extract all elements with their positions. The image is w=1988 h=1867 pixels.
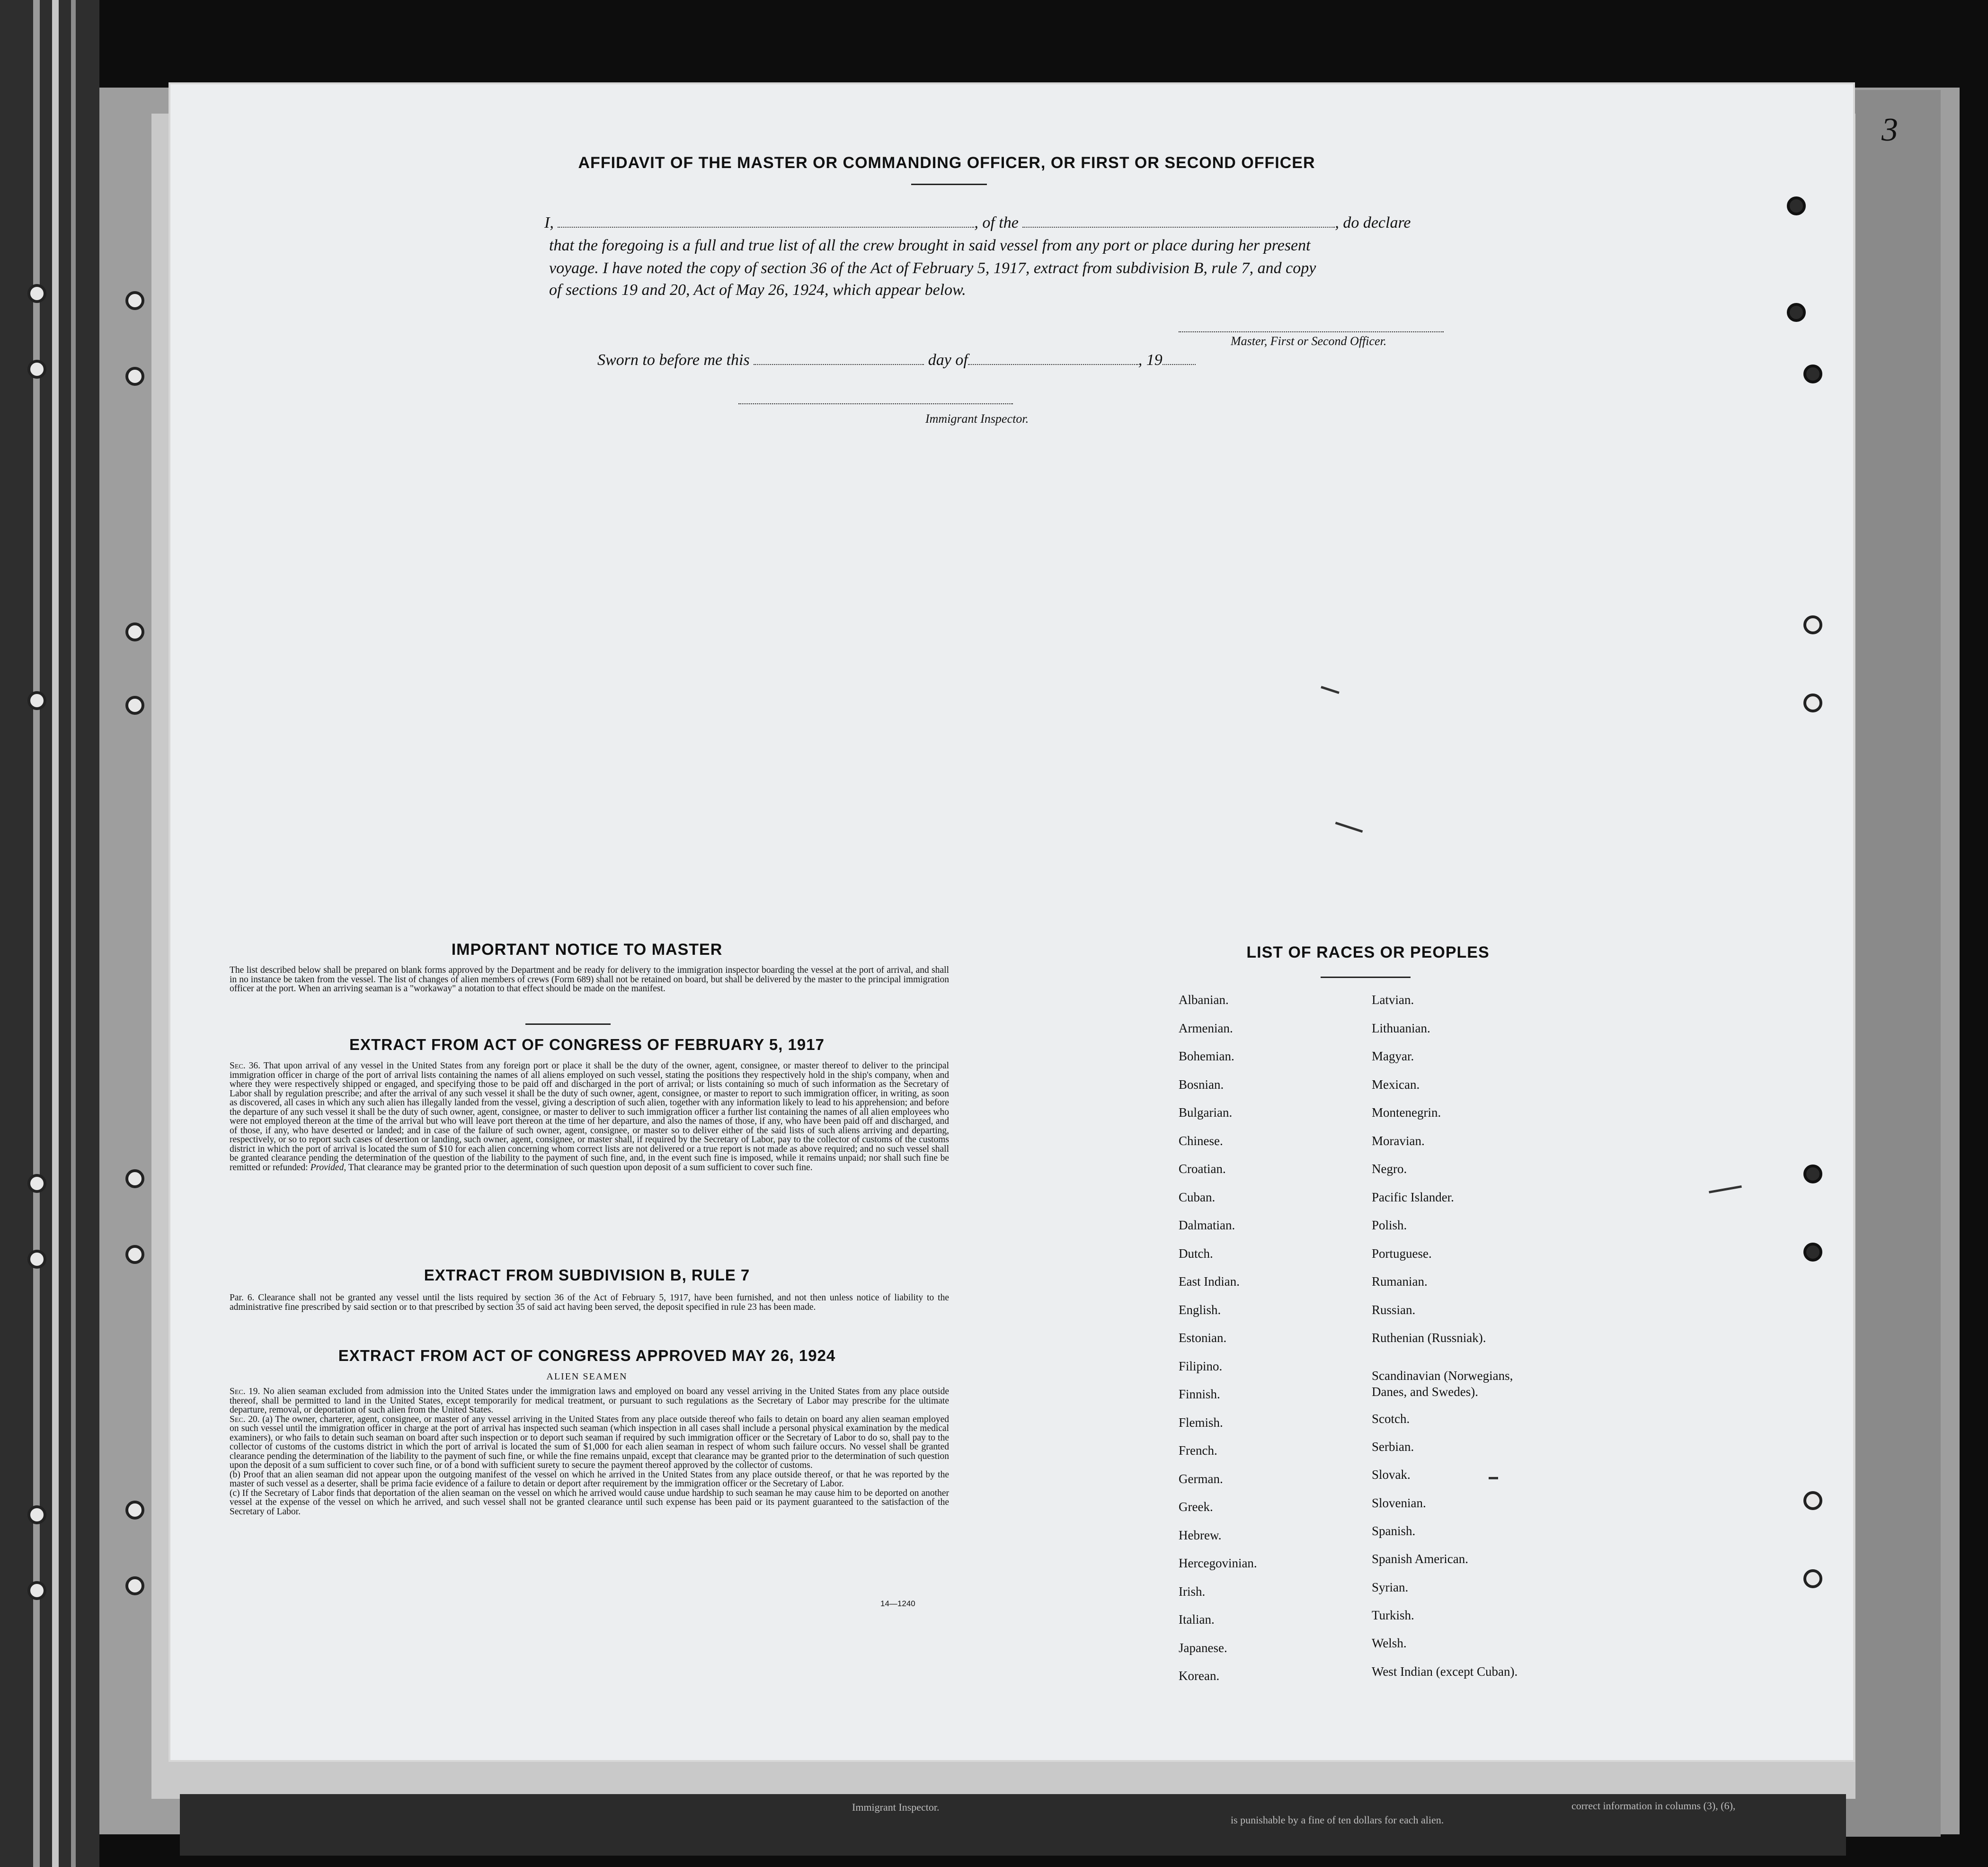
sec-20b: (b) Proof that an alien seaman did not appear upon the outgoing manifest of the vessel on which he arrived in the United States from any place outside thereof, or that he was reported by the master of such vessel as a deserter, shall be prima facie evidence of a failure to detain or deport after requirement by the immigration officer or the Secretary of Labor.: [230, 1469, 949, 1489]
sec-20a-text: (a) The owner, charterer, agent, consignee, or master of any vessel arriving in the United States from any place outside thereof who fails to detain on board any alien seaman employed on such vessel until the immigration officer in charge at the port of arrival has inspected such seaman (which inspection in all cases shall include a personal physical examination by the medical examiners), or who fails to detain such seaman on board after such inspection or to deport such seaman if required by such immigration officer or the Secretary of Labor to do so, shall pay to the collector of customs of the customs district in which the port of arrival is located the sum of $1,000 for each alien seaman in respect of whom such failure occurs. No vessel shall be granted clearance pending the determination of the liability to the payment of such fine, or while the fine remains unpaid, except that clearance may be granted prior to the determination of such question upon the deposit of a sum sufficient to cover such fine, or of a bond with sufficient surety to secure the payment thereof approved by the collector of customs.: [230, 1414, 949, 1470]
sworn-day-of: day of: [928, 351, 968, 369]
race-item: Cuban.: [1179, 1190, 1216, 1204]
race-item: Irish.: [1179, 1584, 1206, 1599]
race-item: Croatian.: [1179, 1162, 1226, 1176]
affidavit-declare: , do declare: [1335, 214, 1411, 231]
binder-hole: [125, 367, 144, 386]
sec-20-label: Sec. 20.: [230, 1414, 260, 1424]
binder-edge: [71, 0, 76, 1867]
affidavit-line-3: voyage. I have noted the copy of section 36 of the Act of February 5, 1917, extract from subdivision B, rule 7, and copy: [549, 259, 1316, 277]
form-number: 14—1240: [880, 1599, 915, 1608]
binder-hole: [125, 1169, 144, 1188]
sworn-text: Sworn to before me this: [597, 351, 750, 369]
affidavit-of-the: , of the: [974, 214, 1019, 231]
race-item: Portuguese.: [1372, 1246, 1432, 1261]
race-item: French.: [1179, 1443, 1217, 1458]
inspector-signature-line[interactable]: [738, 402, 1013, 404]
binder-hole: [125, 1576, 144, 1595]
race-item: West Indian (except Cuban).: [1372, 1664, 1518, 1679]
binder-hole: [1787, 196, 1806, 215]
race-item: Hebrew.: [1179, 1528, 1222, 1542]
race-item: Lithuanian.: [1372, 1021, 1430, 1035]
race-item: German.: [1179, 1471, 1223, 1486]
alien-seamen-subtitle: ALIEN SEAMEN: [546, 1371, 628, 1382]
binder-hole: [27, 284, 46, 303]
sworn-year: , 19: [1138, 351, 1163, 369]
notice-title: IMPORTANT NOTICE TO MASTER: [451, 941, 723, 959]
affidavit-line-4: of sections 19 and 20, Act of May 26, 1924, which appear below.: [549, 281, 966, 299]
race-item: Greek.: [1179, 1500, 1213, 1514]
race-item: Korean.: [1179, 1669, 1220, 1683]
signature-label: Master, First or Second Officer.: [1231, 334, 1387, 348]
binder-hole: [27, 1174, 46, 1193]
sworn-day-field[interactable]: [754, 352, 924, 365]
inspector-label: Immigrant Inspector.: [925, 412, 1029, 426]
sec-36-label: Sec. 36.: [230, 1061, 261, 1071]
race-item: East Indian.: [1179, 1274, 1240, 1289]
races-right-column: [1372, 993, 1618, 1703]
binder-hole: [1803, 1569, 1822, 1588]
race-item: Serbian.: [1372, 1440, 1414, 1454]
race-item: Welsh.: [1372, 1636, 1407, 1651]
race-item: Danes, and Swedes).: [1372, 1384, 1478, 1399]
title-rule: [911, 184, 987, 185]
race-item: Russian.: [1372, 1302, 1416, 1317]
race-item: Bosnian.: [1179, 1077, 1224, 1092]
races-left-column: [1179, 993, 1392, 1703]
binder-hole: [27, 360, 46, 379]
binder-hole: [27, 691, 46, 710]
sec-19: [230, 1387, 949, 1415]
race-item: Polish.: [1372, 1218, 1407, 1232]
binder-hole: [1803, 693, 1822, 712]
section-rule: [525, 1023, 611, 1025]
race-item: Armenian.: [1179, 1021, 1233, 1035]
race-item: Dalmatian.: [1179, 1218, 1235, 1232]
strip-left-text: Immigrant Inspector.: [852, 1801, 940, 1813]
affidavit-line-1: [544, 212, 1482, 234]
binder-hole: [1787, 303, 1806, 322]
sec-20a: [230, 1415, 949, 1470]
signature-line[interactable]: [1179, 330, 1444, 332]
underlying-page-strip: [180, 1794, 1846, 1856]
strip-right-text-1: correct information in columns (3), (6),: [1571, 1800, 1736, 1812]
binder-hole: [27, 1505, 46, 1524]
race-item: Bulgarian.: [1179, 1105, 1233, 1120]
binder-hole: [1803, 1243, 1822, 1262]
sec-20c: (c) If the Secretary of Labor finds that deportation of the alien seaman on the vessel on which he arrived would cause undue hardship to such seaman he may cause him to be deported on another vessel at the expense of the vessel on which he arrived, and such vessel shall not be granted clearance until such expense has been paid or its payment guaranteed to the satisfaction of the Secretary of Labor.: [230, 1488, 949, 1517]
race-item: Hercegovinian.: [1179, 1556, 1257, 1570]
sec-19-label: Sec. 19.: [230, 1387, 260, 1396]
binder-hole: [27, 1250, 46, 1269]
notice-body: The list described below shall be prepared on blank forms approved by the Department and be ready for delivery to the immigration inspector boarding the vessel at the port of arrival, and shall in no instance be taken from the vessel. The list of changes of alien members of crews (Form 689) shall not be retained on board, but shall be delivered by the master to the principal immigration officer at the port. When an arriving seaman is a "workaway" a notation to that effect should be made on the manifest.: [230, 965, 949, 994]
extract-rule7-body: Par. 6. Clearance shall not be granted any vessel until the lists required by section 36 of the Act of February 5, 1917, have been furnished, and not then unless notice of liability to the administrative fine prescribed by said section or to that prescribed by section 35 of said act having been served, the deposit specified in rule 23 has been made.: [230, 1293, 949, 1312]
race-item: Italian.: [1179, 1612, 1215, 1627]
race-item: Spanish.: [1372, 1524, 1416, 1538]
race-item: Japanese.: [1179, 1640, 1227, 1655]
race-item: Albanian.: [1179, 993, 1229, 1007]
binder-edge: [52, 0, 59, 1867]
binder-hole: [1803, 365, 1822, 383]
affidavit-line-2: that the foregoing is a full and true list of all the crew brought in said vessel from any port or place during her present: [549, 237, 1311, 254]
sworn-year-field[interactable]: [1163, 352, 1196, 365]
race-item: Dutch.: [1179, 1246, 1213, 1261]
race-item: Scotch.: [1372, 1411, 1410, 1426]
provided-label: Provided,: [310, 1162, 346, 1173]
binder-hole: [1803, 615, 1822, 634]
extract-rule7-title: EXTRACT FROM SUBDIVISION B, RULE 7: [424, 1266, 750, 1284]
race-item: Flemish.: [1179, 1415, 1223, 1430]
binder-hole: [125, 1501, 144, 1520]
affidavit-title: AFFIDAVIT OF THE MASTER OR COMMANDING OFFICER, OR FIRST OR SECOND OFFICER: [578, 154, 1315, 172]
sec-36-text-end: That clearance may be granted prior to the determination of such question upon deposit of a sum sufficient to cover such fine.: [348, 1162, 813, 1173]
race-item: Estonian.: [1179, 1331, 1227, 1345]
race-item: Spanish American.: [1372, 1552, 1468, 1566]
race-item: Mexican.: [1372, 1077, 1420, 1092]
race-item: Pacific Islander.: [1372, 1190, 1454, 1204]
race-item: Montenegrin.: [1372, 1105, 1441, 1120]
race-item: Negro.: [1372, 1162, 1407, 1176]
race-item: English.: [1179, 1302, 1221, 1317]
page-number: 3: [1882, 112, 1898, 148]
binder-hole: [125, 696, 144, 715]
races-title: LIST OF RACES OR PEOPLES: [1246, 943, 1490, 961]
sworn-month-field[interactable]: [968, 352, 1138, 365]
binder-hole: [27, 1581, 46, 1600]
binder-spine: [0, 0, 99, 1867]
race-item: Slovenian.: [1372, 1495, 1426, 1510]
race-item: Finnish.: [1179, 1387, 1220, 1401]
race-item: Slovak.: [1372, 1467, 1411, 1482]
sworn-line: [597, 349, 1307, 371]
race-item: Magyar.: [1372, 1049, 1414, 1063]
race-item: Bohemian.: [1179, 1049, 1234, 1063]
race-item: Scandinavian (Norwegians,: [1372, 1368, 1513, 1383]
extract-1924-body: [230, 1387, 949, 1516]
binder-hole: [1803, 1165, 1822, 1183]
race-item: Latvian.: [1372, 993, 1414, 1007]
strip-right-text-2: is punishable by a fine of ten dollars for each alien.: [1231, 1814, 1444, 1826]
race-item: Filipino.: [1179, 1359, 1223, 1373]
race-item: Syrian.: [1372, 1580, 1409, 1594]
race-item: Moravian.: [1372, 1133, 1425, 1148]
affidavit-i: I,: [544, 214, 554, 231]
race-item: Rumanian.: [1372, 1274, 1428, 1289]
race-item: Ruthenian (Russniak).: [1372, 1331, 1486, 1345]
binder-hole: [1803, 1491, 1822, 1510]
race-item: Chinese.: [1179, 1133, 1223, 1148]
binder-hole: [125, 291, 144, 310]
vessel-name-field[interactable]: [1022, 214, 1335, 228]
extract-1924-title: EXTRACT FROM ACT OF CONGRESS APPROVED MAY 26, 1924: [338, 1347, 836, 1364]
extract-1917-title: EXTRACT FROM ACT OF CONGRESS OF FEBRUARY 5, 1917: [349, 1036, 825, 1053]
binder-hole: [125, 622, 144, 641]
race-item: Turkish.: [1372, 1608, 1414, 1622]
master-name-field[interactable]: [558, 214, 974, 228]
extract-1917-body: [230, 1061, 949, 1172]
binder-hole: [125, 1245, 144, 1264]
sec-36-text: That upon arrival of any vessel in the United States from any foreign port or place it shall be the duty of the owner, agent, consignee, or master thereof to deliver to the principal immigration officer in charge of the port of arrival lists containing the names of all aliens employed on such vessel, stating the positions they respectively hold in the ship's company, when and where they were respectively shipped or engaged, and specifying those to be paid off and discharged in the port of arrival; or lists containing so much of such information as the Secretary of Labor shall by regulation prescribe; and after the arrival of any such vessel it shall be the duty of such owner, agent, consignee, or master to report to such immigration officer, in writing, as soon as discovered, all cases in which any such alien has illegally landed from the vessel, giving a description of such alien, together with any information likely to lead to his apprehension; and before the departure of any such vessel it shall be the duty of such owner, agent, consignee, or master to deliver to such immigration officer a further list containing the names of all alien employees who were not employed thereon at the time of the arrival but who will leave port thereon at the time of her departure, and also the names of those, if any, who have been paid off and discharged, and of those, if any, who have deserted or landed; and in case of the failure of such owner, agent, consignee, or master so to deliver either of the said lists of such aliens arriving and departing, respectively, or so to report such cases of desertion or landing, such owner, agent, consignee, or master shall, if required by the Secretary of Labor, pay to the collector of customs of the customs district in which the port of arrival is located the sum of $10 for each alien concerning whom correct lists are not delivered or a true report is not made as above required; and no such vessel shall be granted clearance pending the determination of the question of the liability to the payment of such fine, and, in the event such fine is imposed, while it remains unpaid; nor shall such fine be remitted or refunded:: [230, 1061, 949, 1173]
races-title-rule: [1321, 977, 1411, 978]
sec-19-text: No alien seaman excluded from admission into the United States under the immigration laws and employed on board any vessel arriving in the United States from any place outside thereof, shall be permitted to land in the United States, except temporarily for medical treatment, or pursuant to such regulations as the Secretary of Labor may prescribe for the ultimate departure, removal, or deportation of such alien from the United States.: [230, 1387, 949, 1415]
